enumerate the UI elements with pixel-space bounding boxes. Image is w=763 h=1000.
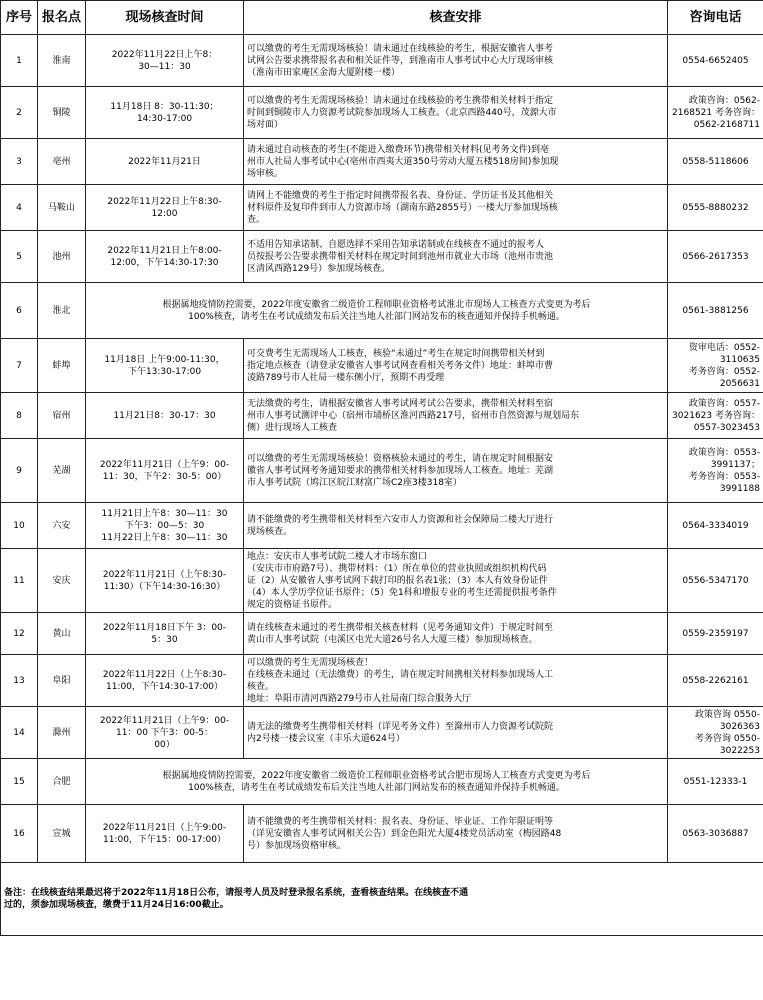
text-line: 可以缴费的考生无需现场核验！资格核验未通过的考生，请在规定时间根据安: [247, 453, 554, 464]
text-line: 徽省人事考试网考务通知要求的携带相关材料参加现场人工核查。地址：芜湖: [247, 465, 554, 476]
text-line: 下午3：00—5：30: [124, 520, 205, 531]
text-line: 2022年11月21日上午8:00-: [107, 245, 222, 256]
text-line: 现场核查。: [247, 526, 293, 537]
text-line: 5：30: [151, 634, 178, 645]
verification-arrangement: [244, 185, 668, 231]
text-line: 100%核查，请考生在考试成绩发布后关注当地人社部门网站发布的核查通知并保持手机畅通。: [188, 311, 565, 322]
table-row: [1, 231, 763, 283]
text-line: 11月18日 8：30-11:30；: [110, 101, 219, 112]
text-line: 14:30-17:00: [136, 113, 193, 124]
text-line: 请在线核查未通过的考生携带相关核查材料（见考务通知文件）于规定时间至: [247, 622, 554, 633]
text-line: 11月22日上午8：30—11：30: [101, 532, 228, 543]
row-number: 7: [1, 339, 38, 393]
text-line: 不适用告知承诺制、自愿选择不采用告知承诺制或在线核查不通过的报考人: [247, 239, 545, 250]
text-line: 市人事考试院（鸠江区皖江财富广场C2座3楼318室）: [247, 477, 462, 488]
city-name: 宣城: [38, 805, 86, 863]
text-line: 请不能缴费的考生携带相关材料：报名表、身份证、毕业证、工作年限证明等: [247, 816, 554, 827]
contact-phone: [668, 655, 763, 707]
verification-arrangement: [244, 613, 668, 655]
table-row: [1, 393, 763, 439]
table-row: [1, 503, 763, 549]
text-line: 3022253: [719, 745, 760, 756]
text-line: （4）本人学历学位证书原件；（5）免1科和增报专业的考生还需提供报考条件: [247, 587, 557, 598]
text-line: 2022年11月22日（上午8:30-: [102, 669, 227, 680]
text-line: 资审电话：0552-: [688, 342, 760, 353]
verification-arrangement: [244, 393, 668, 439]
row-number: 4: [1, 185, 38, 231]
contact-phone: [668, 35, 763, 87]
table-row: [1, 185, 763, 231]
verification-arrangement: [244, 707, 668, 759]
header-city: 报名点: [38, 1, 86, 35]
text-line: 政策咨询：0553-: [688, 447, 760, 458]
table-row: [1, 339, 763, 393]
text-line: （淮南市田家庵区金海大厦附楼一楼）: [247, 67, 401, 78]
text-line: 号）参加现场资格审核。: [247, 840, 347, 851]
table-row: [1, 805, 763, 863]
header-time: 现场核查时间: [86, 1, 244, 35]
text-line: 黄山市人事考试院（屯溪区屯光大道26号名人大厦三楼）参加现场核查。: [247, 634, 538, 645]
text-line: 0557-3023453: [693, 422, 760, 433]
text-line: 地址：阜阳市清河西路279号市人社局南门综合服务大厅: [247, 693, 472, 704]
text-line: 30—11：30: [138, 61, 191, 72]
city-name: 亳州: [38, 139, 86, 185]
city-name: 滁州: [38, 707, 86, 759]
text-line: 11月18日 上午9:00-11:30，: [104, 354, 225, 365]
verification-time: [86, 231, 244, 283]
verification-arrangement: [244, 503, 668, 549]
text-line: 请网上不能缴费的考生于指定时间携带报名表、身份证、学历证书及其他相关: [247, 190, 554, 201]
verification-arrangement: [244, 549, 668, 613]
row-number: 10: [1, 503, 38, 549]
row-number: 15: [1, 759, 38, 805]
text-line: 2022年11月22日上午8:30-: [107, 196, 222, 207]
text-line: 请不能缴费的考生携带相关材料至六安市人力资源和社会保障局二楼大厅进行: [247, 514, 554, 525]
text-line: 备注：在线核查结果最迟将于2022年11月18日公布，请报考人员及时登录报名系统，查看核查结果。在线核查不通: [4, 888, 469, 898]
text-line: 0559-2359197: [682, 628, 749, 639]
text-line: 试网公告要求携带报名表和相关证件等，到淮南市人事考试中心大厅现场审核: [247, 55, 554, 66]
verification-arrangement: [244, 231, 668, 283]
text-line: 3110635: [719, 354, 760, 365]
city-name: 马鞍山: [38, 185, 86, 231]
city-name: 阜阳: [38, 655, 86, 707]
merged-arrangement: [86, 283, 668, 339]
table-row: [1, 549, 763, 613]
text-line: 0558-5118606: [682, 156, 749, 167]
verification-time: [86, 549, 244, 613]
row-number: 11: [1, 549, 38, 613]
text-line: 时间到铜陵市人力资源考试院参加现场人工核查。（北京西路440号，茂源大市: [247, 107, 557, 118]
text-line: 考务咨询：0553-: [688, 471, 760, 482]
table-row: [1, 439, 763, 503]
text-line: 规定的资格证书原件。: [247, 599, 338, 610]
text-line: 0555-8880232: [682, 202, 749, 213]
verification-time: [86, 35, 244, 87]
city-name: 蚌埠: [38, 339, 86, 393]
text-line: 12:00，下午14:30-17:30: [110, 257, 219, 268]
city-name: 池州: [38, 231, 86, 283]
text-line: 员按报考公告要求携带相关材料在规定时间到池州市就业大市场（池州市贵池: [247, 251, 554, 262]
text-line: 内2号楼一楼会议室（丰乐大道624号）: [247, 733, 405, 744]
city-name: 铜陵: [38, 87, 86, 139]
merged-arrangement: [86, 759, 668, 805]
text-line: 在线核查未通过（无法缴费）的考生，请在规定时间携相关材料参加现场人工: [247, 669, 554, 680]
text-line: 0566-2617353: [682, 251, 749, 262]
table-row: [1, 283, 763, 339]
contact-phone: [668, 139, 763, 185]
city-name: 宿州: [38, 393, 86, 439]
text-line: 3991188: [719, 483, 760, 494]
text-line: 2022年11月18日下午 3：00-: [102, 622, 227, 633]
text-line: 证（2）从安徽省人事考试网下载打印的报名表1张；（3）本人有效身份证件: [247, 575, 548, 586]
text-line: 材料原件及复印件到市人力资源市场（湖南东路2855号）一楼大厅参加现场核: [247, 202, 558, 213]
contact-phone: [668, 549, 763, 613]
text-line: 0556-5347170: [682, 575, 749, 586]
verification-arrangement: [244, 139, 668, 185]
text-line: 0561-3881256: [682, 305, 749, 316]
text-line: 政策咨询：0557-: [688, 398, 760, 409]
note-text: [1, 863, 763, 936]
text-line: 请未通过自动核查的考生(不能进入缴费环节)携带相关材料(见考务文件)到亳: [247, 144, 550, 155]
verification-time: [86, 139, 244, 185]
text-line: 11:00，下午14:30-17:00）: [105, 681, 224, 692]
header-row: [1, 1, 763, 35]
verification-arrangement: [244, 35, 668, 87]
text-line: 可以缴费的考生无需现场核验！请未通过在线核验的考生，根据安徽省人事考: [247, 43, 554, 54]
text-line: 侧）进行现场人工核查: [247, 422, 338, 433]
text-line: 下午13:30-17:00: [127, 366, 202, 377]
table-row: [1, 655, 763, 707]
text-line: 100%核查，请考生在考试成绩发布后关注当地人社部门网站发布的核查通知并保持手机畅通。: [188, 782, 565, 793]
contact-phone: [668, 185, 763, 231]
table-row: [1, 759, 763, 805]
verification-time: [86, 805, 244, 863]
header-arrangement: 核查安排: [244, 1, 668, 35]
row-number: 13: [1, 655, 38, 707]
text-line: 凌路789号市人社局一楼东侧小厅，预期不再受理: [247, 372, 445, 383]
text-line: 区清风西路129号）参加现场核查。: [247, 263, 391, 274]
city-name: 合肥: [38, 759, 86, 805]
city-name: 六安: [38, 503, 86, 549]
text-line: 根据属地疫情防控需要，2022年度安徽省二级造价工程师职业资格考试淮北市现场人工核查方式变更为考后: [162, 299, 591, 310]
contact-phone: [668, 805, 763, 863]
row-number: 5: [1, 231, 38, 283]
verification-time: [86, 613, 244, 655]
table-row: [1, 613, 763, 655]
text-line: 考务咨询 0550-: [694, 733, 760, 744]
text-line: 11:00，下午15：00-17:00）: [102, 834, 227, 845]
row-number: 8: [1, 393, 38, 439]
city-name: 淮北: [38, 283, 86, 339]
text-line: 0554-6652405: [682, 55, 749, 66]
verification-arrangement: [244, 655, 668, 707]
text-line: 3021623 考务咨询：: [672, 410, 760, 421]
text-line: 可以缴费的考生无需现场核查！: [247, 657, 374, 668]
contact-phone: [668, 87, 763, 139]
text-line: 场审核。: [247, 168, 284, 179]
contact-phone: [668, 393, 763, 439]
verification-time: [86, 439, 244, 503]
text-line: 0563-3036887: [682, 828, 749, 839]
city-name: 安庆: [38, 549, 86, 613]
contact-phone: [668, 339, 763, 393]
city-name: 黄山: [38, 613, 86, 655]
text-line: 11:30）（下午14:30-16:30）: [103, 581, 226, 592]
text-line: 过的，须参加现场核查，缴费于11月24日16:00截止。: [4, 900, 229, 910]
table-row: [1, 87, 763, 139]
row-number: 6: [1, 283, 38, 339]
text-line: 0562-2168711: [693, 119, 760, 130]
text-line: 指定地点核查（请登录安徽省人事考试网查看相关考务文件）地址：蚌埠市曹: [247, 360, 554, 371]
text-line: 无法缴费的考生，请根据安徽省人事考试网考试公告要求，携带相关材料至宿: [247, 398, 554, 409]
verification-time: [86, 87, 244, 139]
text-line: 根据属地疫情防控需要，2022年度安徽省二级造价工程师职业资格考试合肥市现场人工核查方式变更为考后: [162, 770, 591, 781]
text-line: 地点：安庆市人事考试院二楼人才市场东窗口: [247, 551, 428, 562]
contact-phone: [668, 707, 763, 759]
verification-time: [86, 339, 244, 393]
text-line: 0564-3334019: [682, 520, 749, 531]
row-number: 1: [1, 35, 38, 87]
text-line: 11月21日8：30-17：30: [113, 410, 216, 421]
verification-arrangement: [244, 439, 668, 503]
row-number: 2: [1, 87, 38, 139]
text-line: 2022年11月21日（上午8:30-: [102, 569, 227, 580]
text-line: 11：00 下午3：00-5：: [116, 727, 213, 738]
city-name: 淮南: [38, 35, 86, 87]
verification-arrangement: [244, 339, 668, 393]
text-line: 查。: [247, 214, 266, 225]
table-row: [1, 707, 763, 759]
text-line: 州市人社局人事考试中心(亳州市西夷大道350号劳动大厦五楼518房间)参加现: [247, 156, 559, 167]
row-number: 12: [1, 613, 38, 655]
text-line: 11月21日上午8：30—11：30: [101, 508, 228, 519]
text-line: （安庆市市府路7号）、携带材料：（1）所在单位的营业执照或组织机构代码: [247, 563, 547, 574]
text-line: 2022年11月22日上午8：: [111, 49, 218, 60]
header-phone: 咨询电话: [668, 1, 763, 35]
text-line: 3991137；: [710, 459, 760, 470]
text-line: 考务咨询：0552-: [688, 366, 760, 377]
text-line: 政策咨询 0550-: [694, 709, 760, 720]
text-line: 2022年11月21日: [128, 156, 201, 167]
verification-time: [86, 503, 244, 549]
text-line: 0551-12333-1: [683, 776, 748, 787]
contact-phone: [668, 759, 763, 805]
text-line: （详见安徽省人事考试网相关公告）到金色阳光大厦4楼党员活动室（梅园路48: [247, 828, 562, 839]
text-line: 请无法的缴费考生携带相关材料（详见考务文件）至滁州市人力资源考试院院: [247, 721, 554, 732]
row-number: 16: [1, 805, 38, 863]
text-line: 政策咨询：0562-: [688, 95, 760, 106]
text-line: 0558-2262161: [682, 675, 749, 686]
header-no: 序号: [1, 1, 38, 35]
text-line: 可交费考生无需现场人工核查，核验“未通过”考生在规定时间携带相关材到: [247, 348, 545, 359]
row-number: 14: [1, 707, 38, 759]
text-line: 2022年11月21日（上午9：00-: [99, 715, 230, 726]
text-line: 3026363: [719, 721, 760, 732]
row-number: 3: [1, 139, 38, 185]
contact-phone: [668, 503, 763, 549]
text-line: 2022年11月21日（上午9:00-: [102, 822, 227, 833]
contact-phone: [668, 439, 763, 503]
text-line: 11：30，下午2：30-5：00）: [102, 471, 227, 482]
contact-phone: [668, 231, 763, 283]
text-line: 场对面）: [247, 119, 284, 130]
city-name: 芜湖: [38, 439, 86, 503]
text-line: 2022年11月21日（上午9：00-: [99, 459, 230, 470]
verification-time: [86, 185, 244, 231]
contact-phone: [668, 613, 763, 655]
text-line: 12:00: [151, 208, 178, 219]
verification-arrangement: [244, 87, 668, 139]
note-row: [1, 863, 763, 936]
text-line: 可以缴费的考生无需现场核验！请未通过在线核验的考生携带相关材料于指定: [247, 95, 554, 106]
verification-time: [86, 393, 244, 439]
verification-arrangement: [244, 805, 668, 863]
row-number: 9: [1, 439, 38, 503]
table-row: [1, 35, 763, 87]
verification-time: [86, 655, 244, 707]
text-line: 2168521 考务咨询：: [672, 107, 760, 118]
text-line: 州市人事考试测评中心（宿州市埇桥区淮河西路217号，宿州市自然资源与规划局东: [247, 410, 580, 421]
text-line: 核查。: [247, 681, 275, 692]
verification-time: [86, 707, 244, 759]
contact-phone: [668, 283, 763, 339]
text-line: 2056631: [719, 378, 760, 389]
text-line: 00）: [154, 739, 175, 750]
table-row: [1, 139, 763, 185]
